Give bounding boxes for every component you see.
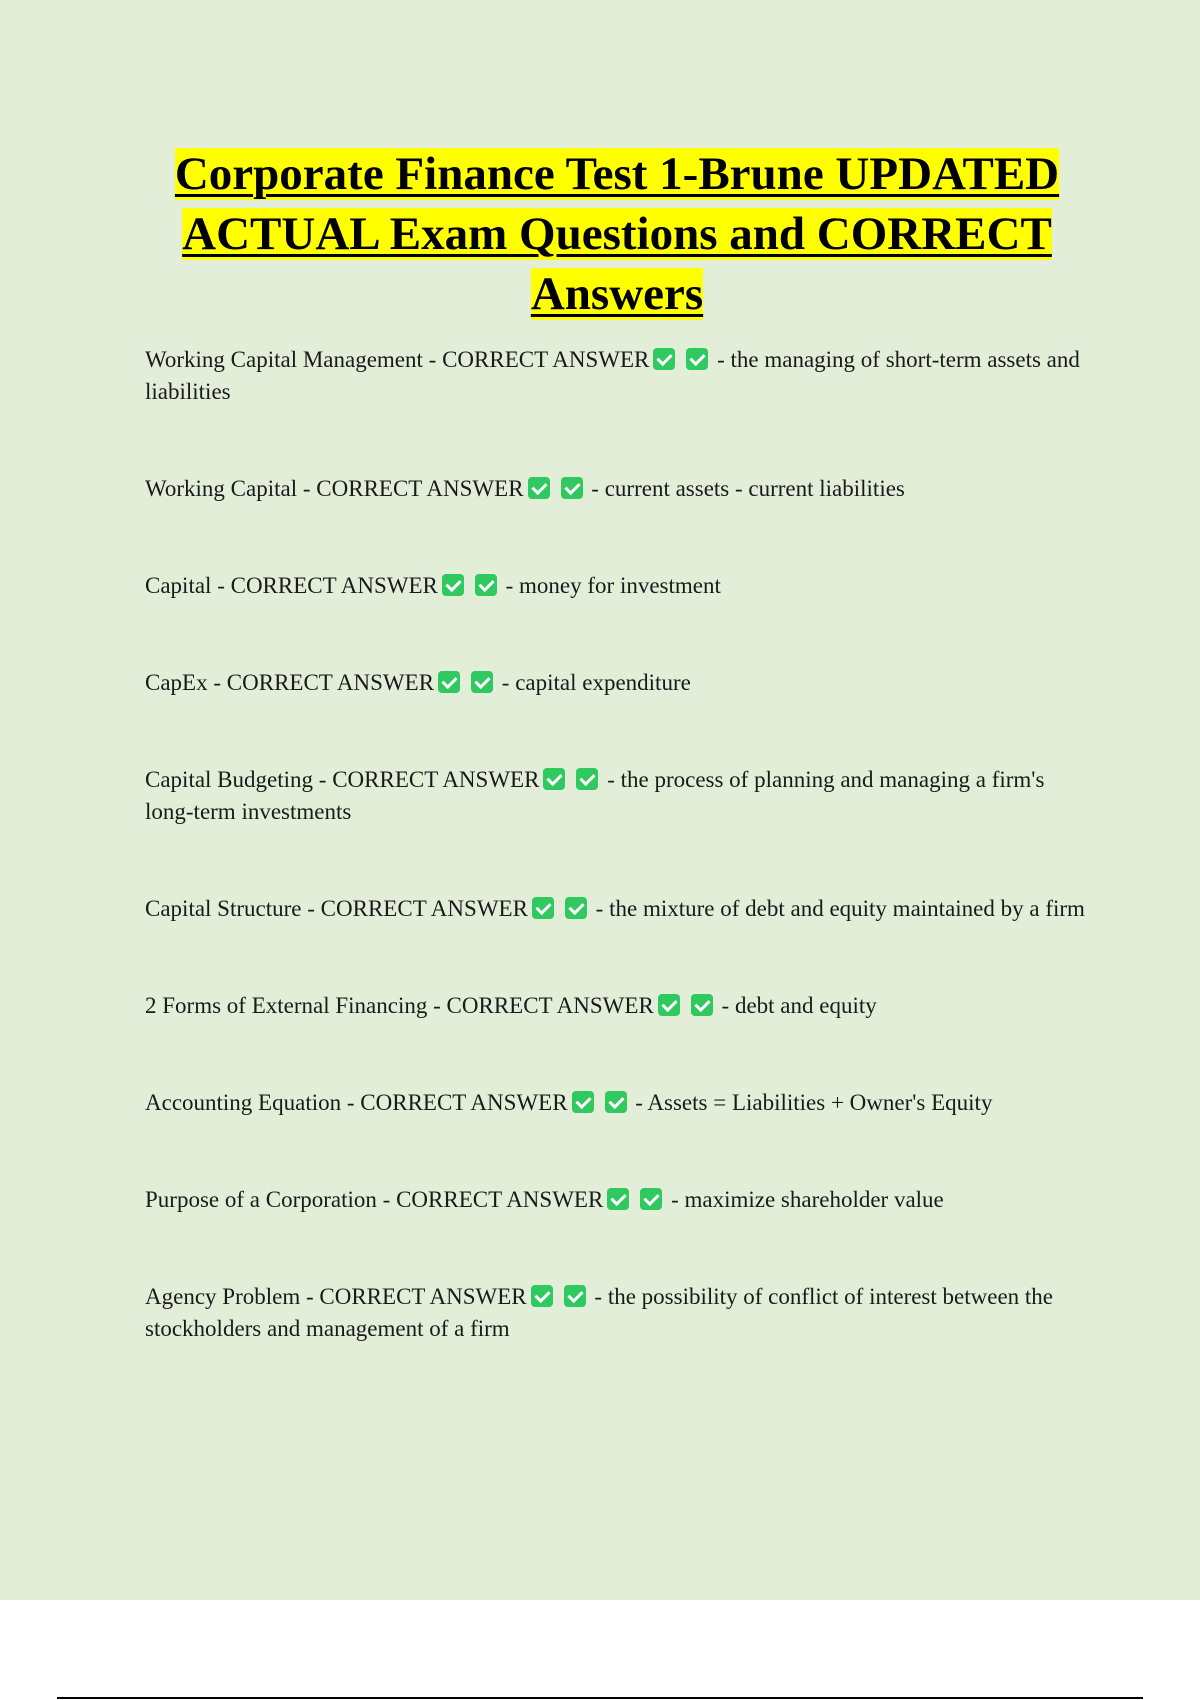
qa-term: Working Capital <box>145 476 298 501</box>
check-mark-icon <box>576 768 598 790</box>
qa-term: Capital Structure <box>145 896 302 921</box>
qa-definition: Assets = Liabilities + Owner's Equity <box>647 1090 993 1115</box>
qa-term: Accounting Equation <box>145 1090 342 1115</box>
check-mark-icon <box>691 994 713 1016</box>
qa-definition: the mixture of debt and equity maintained by a firm <box>609 896 1085 921</box>
check-mark-icon <box>605 1091 627 1113</box>
qa-term: Capital Budgeting <box>145 767 314 792</box>
qa-definition: money for investment <box>519 573 721 598</box>
qa-item: Agency Problem - CORRECT ANSWER - the possibility of conflict of interest between the stockholders and management of a firm <box>145 1284 1053 1341</box>
qa-item: 2 Forms of External Financing - CORRECT ANSWER - debt and equity <box>145 993 877 1018</box>
qa-item: Working Capital Management - CORRECT ANSWER - the managing of short-term assets and liabilities <box>145 347 1080 404</box>
answer-marker: CORRECT ANSWER <box>319 1284 527 1309</box>
answer-marker: CORRECT ANSWER <box>396 1187 604 1212</box>
qa-item: Accounting Equation - CORRECT ANSWER - Assets = Liabilities + Owner's Equity <box>145 1090 993 1115</box>
check-mark-icon <box>565 897 587 919</box>
check-mark-icon <box>442 574 464 596</box>
check-mark-icon <box>532 897 554 919</box>
check-mark-icon <box>528 477 550 499</box>
qa-term: Working Capital Management <box>145 347 423 372</box>
check-mark-icon <box>658 994 680 1016</box>
qa-item: Capital Structure - CORRECT ANSWER - the mixture of debt and equity maintained by a firm <box>145 896 1085 921</box>
check-mark-icon <box>561 477 583 499</box>
answer-marker: CORRECT ANSWER <box>320 896 528 921</box>
document-title: Corporate Finance Test 1-Brune UPDATED ACTUAL Exam Questions and CORRECT Answers <box>174 148 1060 320</box>
qa-definition: debt and equity <box>734 993 877 1018</box>
qa-definition: the managing of short-term assets and liabilities <box>145 347 1080 404</box>
qa-definition: capital expenditure <box>515 670 691 695</box>
answer-marker: CORRECT ANSWER <box>230 573 438 598</box>
qa-definition: current assets - current liabilities <box>604 476 905 501</box>
check-mark-icon <box>572 1091 594 1113</box>
title-block <box>140 144 1094 324</box>
check-mark-icon <box>475 574 497 596</box>
answer-marker: CORRECT ANSWER <box>332 767 540 792</box>
check-mark-icon <box>471 671 493 693</box>
qa-term: CapEx <box>145 670 208 695</box>
qa-term: Purpose of a Corporation <box>145 1187 377 1212</box>
qa-term: 2 Forms of External Financing <box>145 993 428 1018</box>
qa-item: Capital - CORRECT ANSWER - money for investment <box>145 573 721 598</box>
qa-definition: the possibility of conflict of interest between the stockholders and management of a firm <box>145 1284 1053 1341</box>
answer-marker: CORRECT ANSWER <box>446 993 654 1018</box>
qa-definition: the process of planning and managing a firm's long-term investments <box>145 767 1045 824</box>
check-mark-icon <box>564 1285 586 1307</box>
check-mark-icon <box>653 348 675 370</box>
qa-list <box>145 344 1085 1410</box>
qa-term: Agency Problem <box>145 1284 301 1309</box>
qa-term: Capital <box>145 573 212 598</box>
page-divider <box>57 1697 1143 1699</box>
qa-item: Working Capital - CORRECT ANSWER - current assets - current liabilities <box>145 476 905 501</box>
answer-marker: CORRECT ANSWER <box>226 670 435 695</box>
qa-definition: maximize shareholder value <box>684 1187 944 1212</box>
check-mark-icon <box>686 348 708 370</box>
check-mark-icon <box>607 1188 629 1210</box>
check-mark-icon <box>640 1188 662 1210</box>
answer-marker: CORRECT ANSWER <box>360 1090 568 1115</box>
answer-marker: CORRECT ANSWER <box>316 476 524 501</box>
qa-item: Purpose of a Corporation - CORRECT ANSWER - maximize shareholder value <box>145 1187 944 1212</box>
answer-marker: CORRECT ANSWER <box>442 347 650 372</box>
qa-item: Capital Budgeting - CORRECT ANSWER - the process of planning and managing a firm's long-term investments <box>145 767 1045 824</box>
check-mark-icon <box>531 1285 553 1307</box>
check-mark-icon <box>438 671 460 693</box>
qa-item: CapEx - CORRECT ANSWER - capital expenditure <box>145 670 691 695</box>
check-mark-icon <box>543 768 565 790</box>
